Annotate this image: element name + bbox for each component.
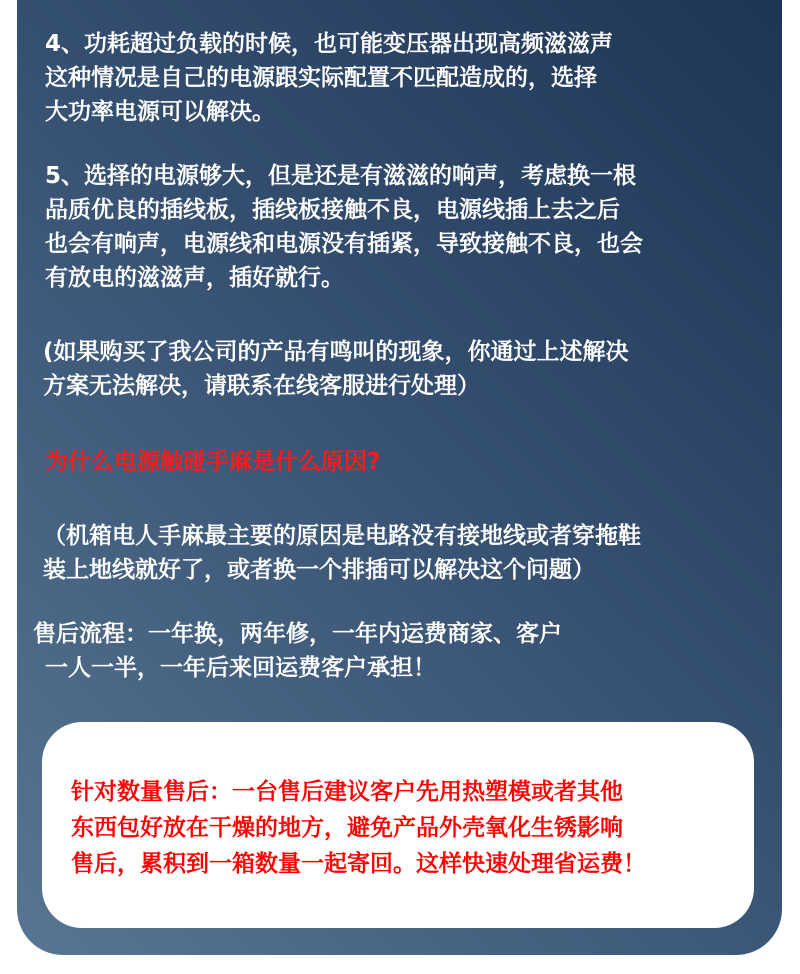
bulk-notice-text: 针对数量售后：一台售后建议客户先用热塑模或者其他 东西包好放在干燥的地方，避免产品外壳氧化生锈影响 售后，累积到一箱数量一起寄回。这样快速处理省运费！ (71, 779, 646, 877)
aftersales-policy: 售后流程：一年换，两年修，一年内运费商家、客户 一人一半，一年后来回运费客户承担！ (33, 621, 562, 681)
contact-note: (如果购买了我公司的产品有鸣叫的现象，你通过上述解决 方案无法解决，请联系在线客服进行处理） (43, 339, 629, 399)
bulk-notice-box (42, 722, 754, 928)
question-heading: 为什么电源触碰手麻是什么原因? (45, 449, 381, 475)
section-4-text: 4、功耗超过负载的时候，也可能变压器出现高频滋滋声 这种情况是自己的电源跟实际配置不匹配造成的，选择 大功率电源可以解决。 (45, 31, 614, 125)
answer-text: （机箱电人手麻最主要的原因是电路没有接地线或者穿拖鞋 装上地线就好了，或者换一个排插可以解决这个问题） (43, 523, 641, 583)
section-5-text: 5、选择的电源够大，但是还是有滋滋的响声，考虑换一根 品质优良的插线板，插线板接触不良，电源线插上去之后 也会有响声，电源线和电源没有插紧，导致接触不良，也会 有放电的滋滋声，插好就行。 (45, 163, 643, 291)
